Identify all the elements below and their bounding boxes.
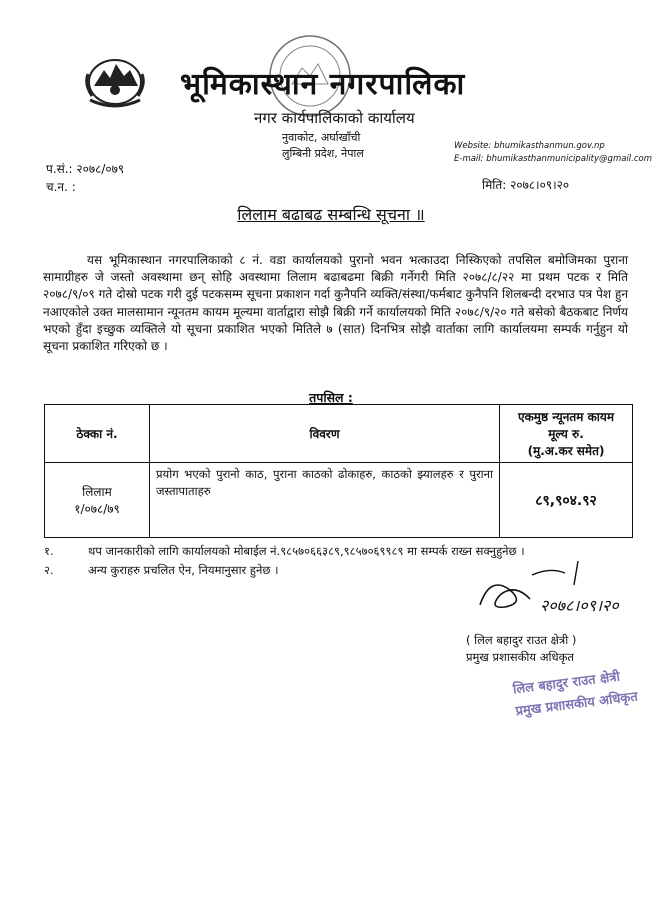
header-price bbox=[500, 405, 633, 463]
header-price-line3: (मु.अ.कर समेत) bbox=[527, 444, 605, 458]
handwritten-signature bbox=[470, 555, 640, 620]
signatory-designation: प्रमुख प्रशासकीय अधिकृत bbox=[466, 650, 574, 664]
amount-cell: ८९,९०४.९२ bbox=[500, 463, 633, 538]
header-price-line1: एकमुष्ठ न्यूनतम कायम bbox=[517, 410, 615, 424]
description-cell: प्रयोग भएको पुरानो काठ, पुराना काठको ढोकाहरु, काठको झ्यालहरु र पुराना जस्तापाताहरु bbox=[150, 463, 500, 538]
contract-label: लिलाम bbox=[82, 485, 112, 499]
table-row bbox=[45, 463, 633, 538]
contract-cell bbox=[45, 463, 150, 538]
municipality-emblem-logo bbox=[80, 50, 150, 110]
header-description: विवरण bbox=[150, 405, 500, 463]
auction-items-table bbox=[44, 404, 633, 538]
website-text: Website: bhumikasthanmun.gov.np bbox=[454, 141, 605, 151]
table-caption: तपसिल : bbox=[309, 390, 353, 405]
address-line-1: नुवाकोट, अर्घाखाँची bbox=[282, 131, 361, 144]
note-item: १. थप जानकारीको लागि कार्यालयको मोबाईल नं.९८५७०६६३८९,९८५७०६९९८९ मा सम्पर्क राख्न सक्नुहुनेछ । bbox=[44, 544, 525, 558]
municipality-title: भूमिकास्थान नगरपालिका bbox=[180, 67, 466, 102]
letter-date: मिति: २०७८।०९।२० bbox=[482, 178, 570, 192]
signatory-name: ( लिल बहादुर राउत क्षेत्री ) bbox=[466, 633, 577, 647]
address-line-2: लुम्बिनी प्रदेश, नेपाल bbox=[282, 147, 364, 160]
officer-name-stamp: लिल बहादुर राउत क्षेत्री प्रमुख प्रशासकीय अधिकृत bbox=[512, 669, 639, 720]
header-contract-no: ठेक्का नं. bbox=[45, 405, 150, 463]
letter-number: प.सं.: २०७८/०७९ bbox=[46, 162, 125, 176]
signature-date: २०७८।०९।२० bbox=[540, 596, 619, 615]
header-price-line2: मूल्य रु. bbox=[548, 427, 584, 441]
note-item: २. अन्य कुराहरु प्रचलित ऐन, नियमानुसार हुनेछ । bbox=[44, 563, 279, 577]
email-text: E-mail: bhumikasthanmunicipality@gmail.com bbox=[454, 154, 653, 164]
notes-list bbox=[44, 542, 525, 580]
notice-heading: लिलाम बढाबढ सम्बन्धि सूचना ॥ bbox=[237, 205, 425, 224]
contact-block bbox=[454, 140, 652, 166]
signatory-block bbox=[466, 632, 576, 666]
reference-block bbox=[46, 160, 124, 196]
notice-body: यस भूमिकास्थान नगरपालिकाको ८ नं. वडा कार्यालयको पुरानो भवन भत्काउदा निस्किएको तपसिल बमोजिमका पुराना सामाग्रीहरु जे जस्तो अवस्थामा छन् सोहि अवस्थामा लिलाम बढाबढमा बिक्री गर्नेगरी मिति २०७८/८/२२ मा प्रथम पटक र मिति २०७८/९/०९ गते दोस्रो पटक गरी दुई पटकसम्म सूचना प्रकाशन गर्दा कुनैपनि व्यक्ति/संस्था/फर्मबाट कुनैपनि शिलबन्दी दरभाउ पत्र पेश हुन नआएकोले उक्त मालसामान न्यूनतम कायम मूल्यमा वार्ताद्वारा सोझै बिक्री गर्ने कार्यालयको मिति २०७८/९/२० गते बसेको बैठकबाट निर्णय भएको हुँदा इच्छुक व्यक्तिले यो सूचना प्रकाशित भएको मितिले ७ (सात) दिनभित्र सोझै वार्ताका लागि कार्यालयमा सम्पर्क गर्नुहुन यो सूचना प्रकाशित गरिएको छ । bbox=[43, 253, 628, 354]
table-header-row bbox=[45, 405, 633, 463]
office-subtitle: नगर कार्यपालिकाको कार्यालय bbox=[254, 109, 415, 127]
contract-number: १/०७८/७९ bbox=[74, 502, 120, 516]
dispatch-number: च.न. : bbox=[46, 180, 76, 194]
